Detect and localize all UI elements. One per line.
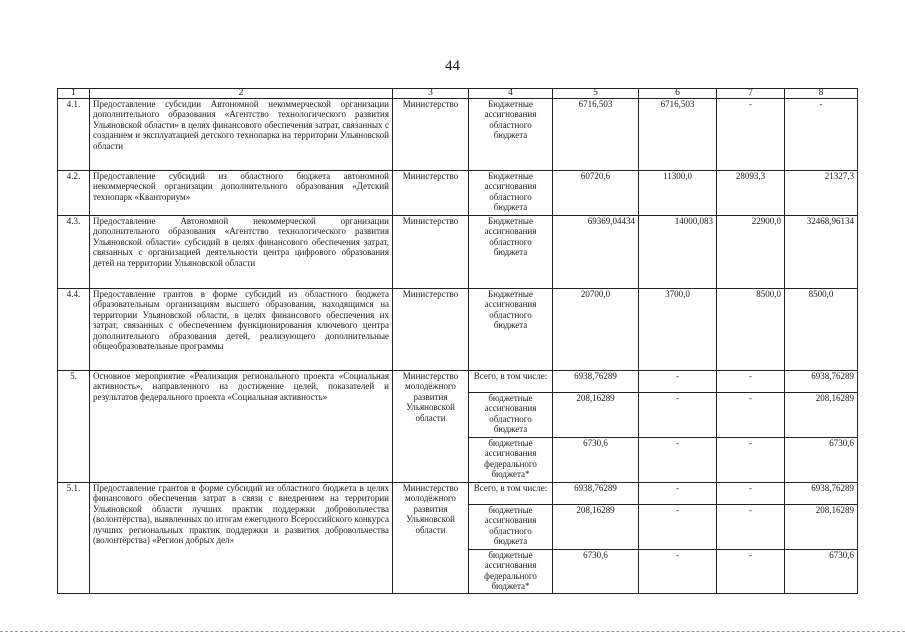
table-row xyxy=(58,289,858,371)
row-executor: Министерство xyxy=(393,171,469,216)
row-value-col8: 6938,76289 xyxy=(785,483,858,505)
row-number: 5. xyxy=(58,371,90,483)
table-row xyxy=(58,171,858,216)
row-value-col6: 14000,083 xyxy=(639,216,717,289)
row-funding-source: Бюджетные ассигнования областного бюджета xyxy=(469,99,553,171)
column-header: 6 xyxy=(639,89,717,99)
scan-edge-line xyxy=(0,631,905,632)
row-value-col6: - xyxy=(639,550,717,594)
column-header: 2 xyxy=(90,89,393,99)
row-value-col7: 8500,0 xyxy=(717,289,785,371)
row-funding-source: Всего, в том числе: xyxy=(469,371,553,393)
row-description: Основное мероприятие «Реализация регионального проекта «Социальная активность», направленного на достижение целей, показателей и результатов федерального проекта «Социальная активность» xyxy=(90,371,393,483)
row-value-col7: - xyxy=(717,371,785,393)
row-funding-source: Бюджетные ассигнования областного бюджета xyxy=(469,289,553,371)
row-value-col6: 3700,0 xyxy=(639,289,717,371)
row-description: Предоставление грантов в форме субсидий из областного бюджета образовательным организациям высшего образования, находящимся на территории Ульяновской области, в целях финансового обеспечения их затрат, связанных с обеспечением функционирования ключевого центра дополнительного образования детей, реализующего дополнительные общеобразовательные программы xyxy=(90,289,393,371)
row-value-total: 6730,6 xyxy=(553,550,639,594)
row-description: Предоставление грантов в форме субсидий из областного бюджета в целях финансового обеспечения затрат в связи с внедрением на территории Ульяновской области лучших практик поддержки добровольчества (волонтёрства), выявленных по итогам ежегодного Всероссийского конкурса лучших региональных практик поддержки и развития добровольчества (волонтёрства) «Регион добрых дел» xyxy=(90,483,393,594)
row-funding-source: Бюджетные ассигнования областного бюджета xyxy=(469,216,553,289)
row-funding-source: Бюджетные ассигнования областного бюджета xyxy=(469,171,553,216)
row-funding-source: бюджетные ассигнования областного бюджета xyxy=(469,505,553,550)
row-value-col7: - xyxy=(717,505,785,550)
table-row xyxy=(58,371,858,393)
row-value-total: 6938,76289 xyxy=(553,483,639,505)
row-description: Предоставление субсидий из областного бюджета автономной некоммерческой организации дополнительного образования «Детский технопарк «Кванториум» xyxy=(90,171,393,216)
row-value-col7: - xyxy=(717,483,785,505)
row-value-col6: 11300,0 xyxy=(639,171,717,216)
row-value-col8: 32468,96134 xyxy=(785,216,858,289)
row-number: 4.4. xyxy=(58,289,90,371)
row-value-total: 20700,0 xyxy=(553,289,639,371)
row-number: 4.2. xyxy=(58,171,90,216)
row-value-col7: - xyxy=(717,550,785,594)
row-value-col6: - xyxy=(639,393,717,438)
row-value-total: 6716,503 xyxy=(553,99,639,171)
row-value-col7: - xyxy=(717,393,785,438)
row-executor: Министерство молодёжного развития Ульяновской области xyxy=(393,483,469,594)
table-row xyxy=(58,216,858,289)
column-header: 5 xyxy=(553,89,639,99)
row-value-col8: 208,16289 xyxy=(785,505,858,550)
row-number: 4.1. xyxy=(58,99,90,171)
row-value-col8: - xyxy=(785,99,858,171)
row-value-col7: 28093,3 xyxy=(717,171,785,216)
column-header: 4 xyxy=(469,89,553,99)
row-executor: Министерство xyxy=(393,289,469,371)
row-value-total: 208,16289 xyxy=(553,393,639,438)
row-description: Предоставление Автономной некоммерческой организации дополнительного образования «Агентство технологического развития Ульяновской области» субсидий в целях финансового обеспечения затрат, связанных с организацией деятельности центра цифрового образования детей на территории Ульяновской области xyxy=(90,216,393,289)
row-value-col7: 22900,0 xyxy=(717,216,785,289)
row-value-col6: - xyxy=(639,505,717,550)
row-value-col6: - xyxy=(639,483,717,505)
row-executor: Министерство молодёжного развития Ульяновской области xyxy=(393,371,469,483)
row-value-total: 208,16289 xyxy=(553,505,639,550)
budget-table xyxy=(57,88,858,594)
row-executor: Министерство xyxy=(393,99,469,171)
row-value-total: 69369,04434 xyxy=(553,216,639,289)
row-value-col6: 6716,503 xyxy=(639,99,717,171)
row-funding-source: бюджетные ассигнования федерального бюджета* xyxy=(469,550,553,594)
row-number: 4.3. xyxy=(58,216,90,289)
row-funding-source: бюджетные ассигнования федерального бюджета* xyxy=(469,438,553,483)
row-value-col8: 208,16289 xyxy=(785,393,858,438)
row-funding-source: Всего, в том числе: xyxy=(469,483,553,505)
column-header: 7 xyxy=(717,89,785,99)
row-value-col6: - xyxy=(639,371,717,393)
row-executor: Министерство xyxy=(393,216,469,289)
row-value-total: 6730,6 xyxy=(553,438,639,483)
column-header: 3 xyxy=(393,89,469,99)
row-value-col8: 6730,6 xyxy=(785,438,858,483)
row-value-col8: 8500,0 xyxy=(785,289,858,371)
table-row xyxy=(58,483,858,505)
column-number-row xyxy=(58,89,858,99)
column-header: 1 xyxy=(58,89,90,99)
row-value-total: 6938,76289 xyxy=(553,371,639,393)
row-value-col7: - xyxy=(717,99,785,171)
table-row xyxy=(58,99,858,171)
row-value-col8: 21327,3 xyxy=(785,171,858,216)
row-number: 5.1. xyxy=(58,483,90,594)
row-description: Предоставление субсидии Автономной некоммерческой организации дополнительного образования «Агентство технологического развития Ульяновской области» в целях финансового обеспечения затрат, связанных с созданием и эксплуатацией детского технопарка на территории Ульяновской области xyxy=(90,99,393,171)
row-value-col8: 6938,76289 xyxy=(785,371,858,393)
page-number: 44 xyxy=(445,58,460,74)
row-value-total: 60720,6 xyxy=(553,171,639,216)
row-funding-source: бюджетные ассигнования областного бюджета xyxy=(469,393,553,438)
row-value-col8: 6730,6 xyxy=(785,550,858,594)
row-value-col6: - xyxy=(639,438,717,483)
row-value-col7: - xyxy=(717,438,785,483)
column-header: 8 xyxy=(785,89,858,99)
